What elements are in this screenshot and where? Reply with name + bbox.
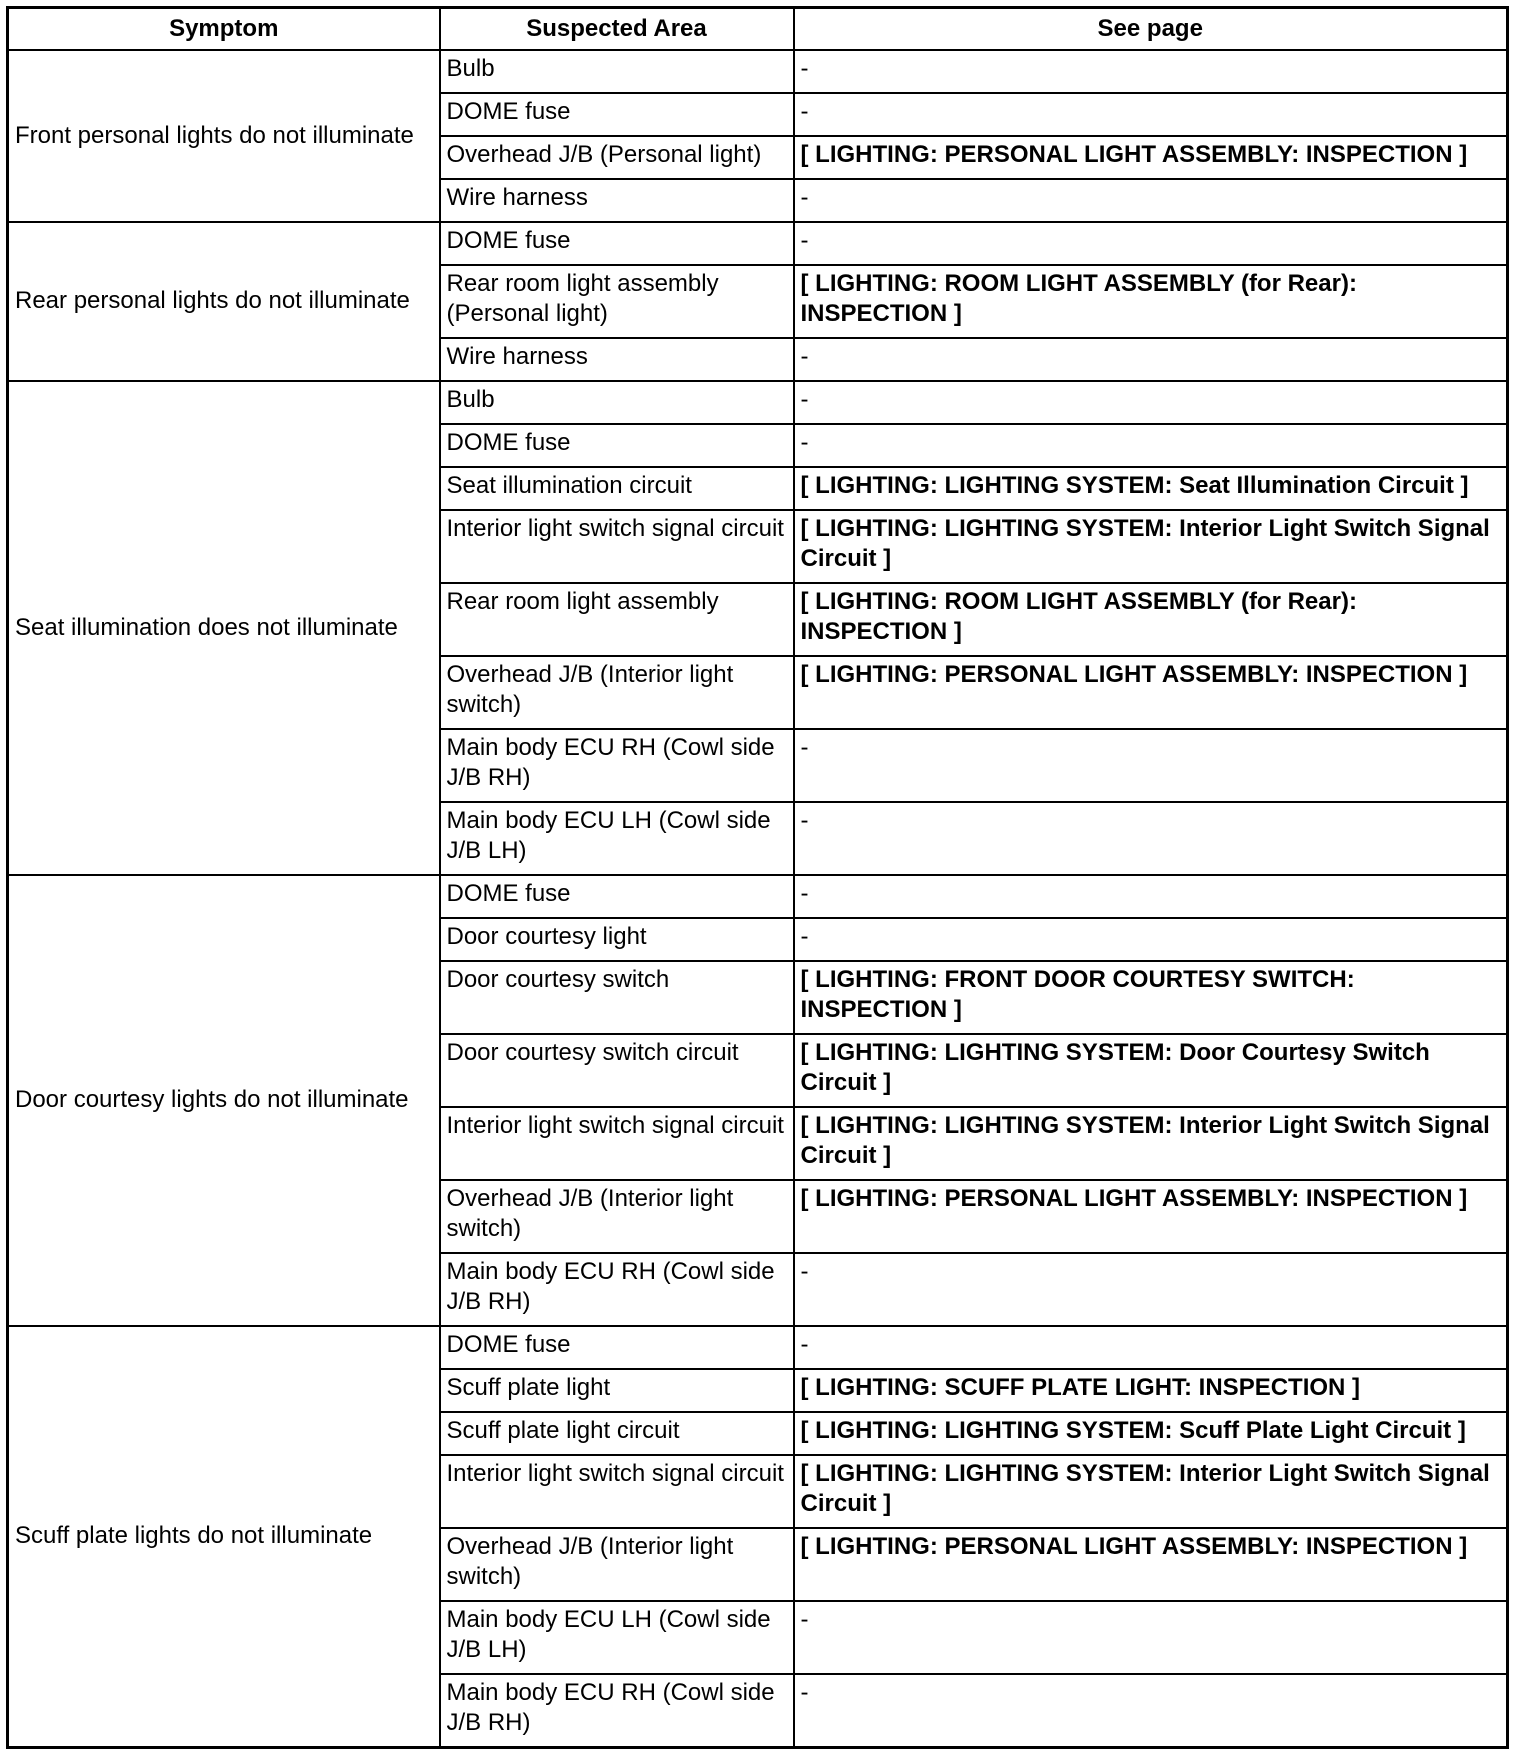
suspected-area-cell: Overhead J/B (Interior light switch)	[440, 1528, 794, 1601]
table-row	[8, 50, 1508, 93]
see-page-cell: -	[794, 1253, 1508, 1326]
suspected-area-cell: Main body ECU RH (Cowl side J/B RH)	[440, 1253, 794, 1326]
suspected-area-cell: DOME fuse	[440, 222, 794, 265]
see-page-link[interactable]: [ LIGHTING: LIGHTING SYSTEM: Door Courtesy Switch Circuit ]	[794, 1034, 1508, 1107]
suspected-area-cell: Overhead J/B (Interior light switch)	[440, 1180, 794, 1253]
see-page-cell: -	[794, 1326, 1508, 1369]
see-page-link[interactable]: [ LIGHTING: ROOM LIGHT ASSEMBLY (for Rear): INSPECTION ]	[794, 265, 1508, 338]
see-page-cell: -	[794, 381, 1508, 424]
suspected-area-cell: DOME fuse	[440, 1326, 794, 1369]
see-page-link[interactable]: [ LIGHTING: LIGHTING SYSTEM: Interior Light Switch Signal Circuit ]	[794, 510, 1508, 583]
suspected-area-cell: Door courtesy switch	[440, 961, 794, 1034]
see-page-cell: -	[794, 338, 1508, 381]
see-page-link[interactable]: [ LIGHTING: SCUFF PLATE LIGHT: INSPECTION ]	[794, 1369, 1508, 1412]
header-symptom: Symptom	[8, 8, 440, 51]
see-page-cell: -	[794, 50, 1508, 93]
see-page-cell: -	[794, 802, 1508, 875]
suspected-area-cell: Main body ECU LH (Cowl side J/B LH)	[440, 1601, 794, 1674]
see-page-cell: -	[794, 729, 1508, 802]
symptom-cell: Seat illumination does not illuminate	[8, 381, 440, 875]
see-page-link[interactable]: [ LIGHTING: LIGHTING SYSTEM: Interior Light Switch Signal Circuit ]	[794, 1107, 1508, 1180]
see-page-cell: -	[794, 1674, 1508, 1748]
suspected-area-cell: Door courtesy switch circuit	[440, 1034, 794, 1107]
symptom-cell: Front personal lights do not illuminate	[8, 50, 440, 222]
suspected-area-cell: Overhead J/B (Interior light switch)	[440, 656, 794, 729]
suspected-area-cell: Scuff plate light	[440, 1369, 794, 1412]
table-row	[8, 381, 1508, 424]
table-row	[8, 222, 1508, 265]
suspected-area-cell: Interior light switch signal circuit	[440, 1455, 794, 1528]
suspected-area-cell: DOME fuse	[440, 424, 794, 467]
see-page-link[interactable]: [ LIGHTING: PERSONAL LIGHT ASSEMBLY: INSPECTION ]	[794, 656, 1508, 729]
see-page-link[interactable]: [ LIGHTING: LIGHTING SYSTEM: Interior Light Switch Signal Circuit ]	[794, 1455, 1508, 1528]
header-row	[8, 8, 1508, 51]
header-see-page: See page	[794, 8, 1508, 51]
suspected-area-cell: Bulb	[440, 381, 794, 424]
suspected-area-cell: Interior light switch signal circuit	[440, 510, 794, 583]
suspected-area-cell: Main body ECU RH (Cowl side J/B RH)	[440, 1674, 794, 1748]
suspected-area-cell: DOME fuse	[440, 875, 794, 918]
see-page-link[interactable]: [ LIGHTING: PERSONAL LIGHT ASSEMBLY: INSPECTION ]	[794, 136, 1508, 179]
see-page-cell: -	[794, 875, 1508, 918]
symptom-cell: Door courtesy lights do not illuminate	[8, 875, 440, 1326]
suspected-area-cell: Rear room light assembly (Personal light)	[440, 265, 794, 338]
suspected-area-cell: Bulb	[440, 50, 794, 93]
suspected-area-cell: DOME fuse	[440, 93, 794, 136]
suspected-area-cell: Overhead J/B (Personal light)	[440, 136, 794, 179]
see-page-link[interactable]: [ LIGHTING: FRONT DOOR COURTESY SWITCH: INSPECTION ]	[794, 961, 1508, 1034]
see-page-cell: -	[794, 179, 1508, 222]
see-page-link[interactable]: [ LIGHTING: ROOM LIGHT ASSEMBLY (for Rear): INSPECTION ]	[794, 583, 1508, 656]
see-page-link[interactable]: [ LIGHTING: LIGHTING SYSTEM: Scuff Plate Light Circuit ]	[794, 1412, 1508, 1455]
see-page-cell: -	[794, 1601, 1508, 1674]
table-row	[8, 1326, 1508, 1369]
table-row	[8, 875, 1508, 918]
suspected-area-cell: Interior light switch signal circuit	[440, 1107, 794, 1180]
suspected-area-cell: Main body ECU LH (Cowl side J/B LH)	[440, 802, 794, 875]
suspected-area-cell: Wire harness	[440, 179, 794, 222]
suspected-area-cell: Main body ECU RH (Cowl side J/B RH)	[440, 729, 794, 802]
see-page-link[interactable]: [ LIGHTING: PERSONAL LIGHT ASSEMBLY: INSPECTION ]	[794, 1180, 1508, 1253]
see-page-cell: -	[794, 424, 1508, 467]
suspected-area-cell: Scuff plate light circuit	[440, 1412, 794, 1455]
suspected-area-cell: Rear room light assembly	[440, 583, 794, 656]
symptom-table	[6, 6, 1509, 1749]
symptom-cell: Rear personal lights do not illuminate	[8, 222, 440, 381]
see-page-cell: -	[794, 93, 1508, 136]
see-page-cell: -	[794, 918, 1508, 961]
header-suspected-area: Suspected Area	[440, 8, 794, 51]
see-page-cell: -	[794, 222, 1508, 265]
suspected-area-cell: Wire harness	[440, 338, 794, 381]
see-page-link[interactable]: [ LIGHTING: LIGHTING SYSTEM: Seat Illumination Circuit ]	[794, 467, 1508, 510]
symptom-cell: Scuff plate lights do not illuminate	[8, 1326, 440, 1748]
suspected-area-cell: Seat illumination circuit	[440, 467, 794, 510]
suspected-area-cell: Door courtesy light	[440, 918, 794, 961]
see-page-link[interactable]: [ LIGHTING: PERSONAL LIGHT ASSEMBLY: INSPECTION ]	[794, 1528, 1508, 1601]
